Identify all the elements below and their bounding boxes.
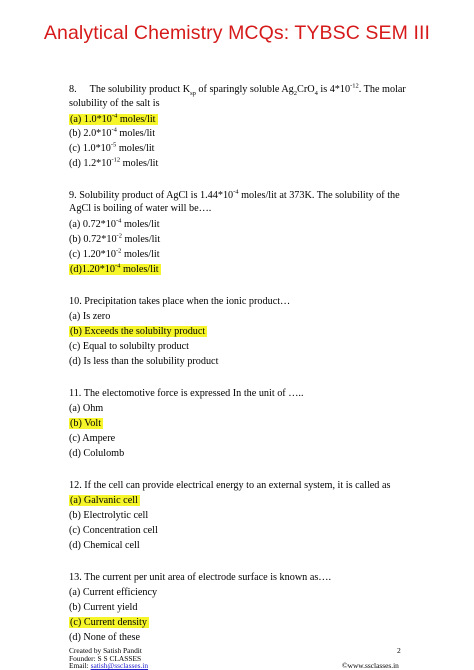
q8-option-d: (d) $1.2*10^{-12}$ moles/lit — [69, 156, 159, 169]
question-12: 12. If the cell can provide electrical energy to an external system, it is called as — [69, 480, 391, 491]
q9-option-c: (c) $1.20*10^{-2}$ moles/lit — [69, 247, 160, 260]
q12-option-b: (b) Electrolytic cell — [69, 510, 149, 521]
q13-option-b: (b) Current yield — [69, 602, 138, 613]
q9-option-b: (b) $0.72*10^{-2}$ moles/lit — [69, 232, 161, 245]
q12-option-c: (c) Concentration cell — [69, 525, 158, 536]
q13-option-a: (a) Current efficiency — [69, 587, 158, 598]
question-9-line-2: AgCl is boiling of water will be…. — [69, 203, 212, 214]
q12-option-a: (a) Galvanic cell — [70, 495, 138, 506]
q9-option-a: (a) $0.72*10^{-4}$ moles/lit — [69, 217, 160, 230]
q11-option-d: (d) Colulomb — [69, 448, 125, 459]
q13-option-c: (c) Current density — [70, 617, 147, 628]
footer-founder: Founder: S S CLASSES — [69, 654, 142, 663]
q13-option-d: (d) None of these — [69, 632, 141, 643]
q10-option-a: (a) Is zero — [69, 311, 111, 322]
question-9-line-1: 9. Solubility product of AgCl is $1.44*10^{-4}$ moles/lit at 373K. The solubility of the — [69, 188, 400, 201]
q12-option-d: (d) Chemical cell — [69, 540, 140, 551]
email-link[interactable]: satish@ssclasses.in — [90, 661, 149, 670]
question-8-line-2: solubility of the salt is — [69, 98, 160, 109]
q8-option-b: (b) $2.0*10^{-4}$ moles/lit — [69, 126, 156, 139]
question-10: 10. Precipitation takes place when the ionic product… — [69, 296, 291, 307]
question-13: 13. The current per unit area of electrode surface is known as…. — [69, 572, 332, 583]
q11-option-b: (b) Volt — [70, 418, 102, 429]
q11-option-c: (c) Ampere — [69, 433, 116, 444]
page-title: Analytical Chemistry MCQs: TYBSC SEM III — [43, 22, 431, 44]
page-number: 2 — [397, 646, 401, 655]
question-11: 11. The electomotive force is expressed In the unit of ….. — [69, 388, 304, 399]
q10-option-c: (c) Equal to solubilty product — [69, 341, 189, 352]
q9-option-d: $(d)1.20*10^{-4}$ moles/lit — [70, 262, 159, 275]
footer-website: ©www.ssclasses.in — [342, 661, 399, 670]
q11-option-a: (a) Ohm — [69, 403, 104, 414]
q8-option-a: (a) $1.0*10^{-4}$ moles/lit — [70, 112, 156, 125]
q8-option-c: (c) $1.0*10^{-5}$ moles/lit — [69, 141, 155, 154]
question-8-line-1: 8. The solubility product $K_{sp}$ of sparingly soluble $Ag_2CrO_4$ is $4*10^{-12}$. The molar — [69, 82, 406, 98]
q10-option-d: (d) Is less than the solubility product — [69, 356, 219, 367]
footer-created-by: Created by Satish Pandit — [69, 646, 142, 655]
footer-email: Email: satish@ssclasses.in — [69, 661, 149, 670]
q10-option-b: (b) Exceeds the solubilty product — [70, 326, 206, 337]
